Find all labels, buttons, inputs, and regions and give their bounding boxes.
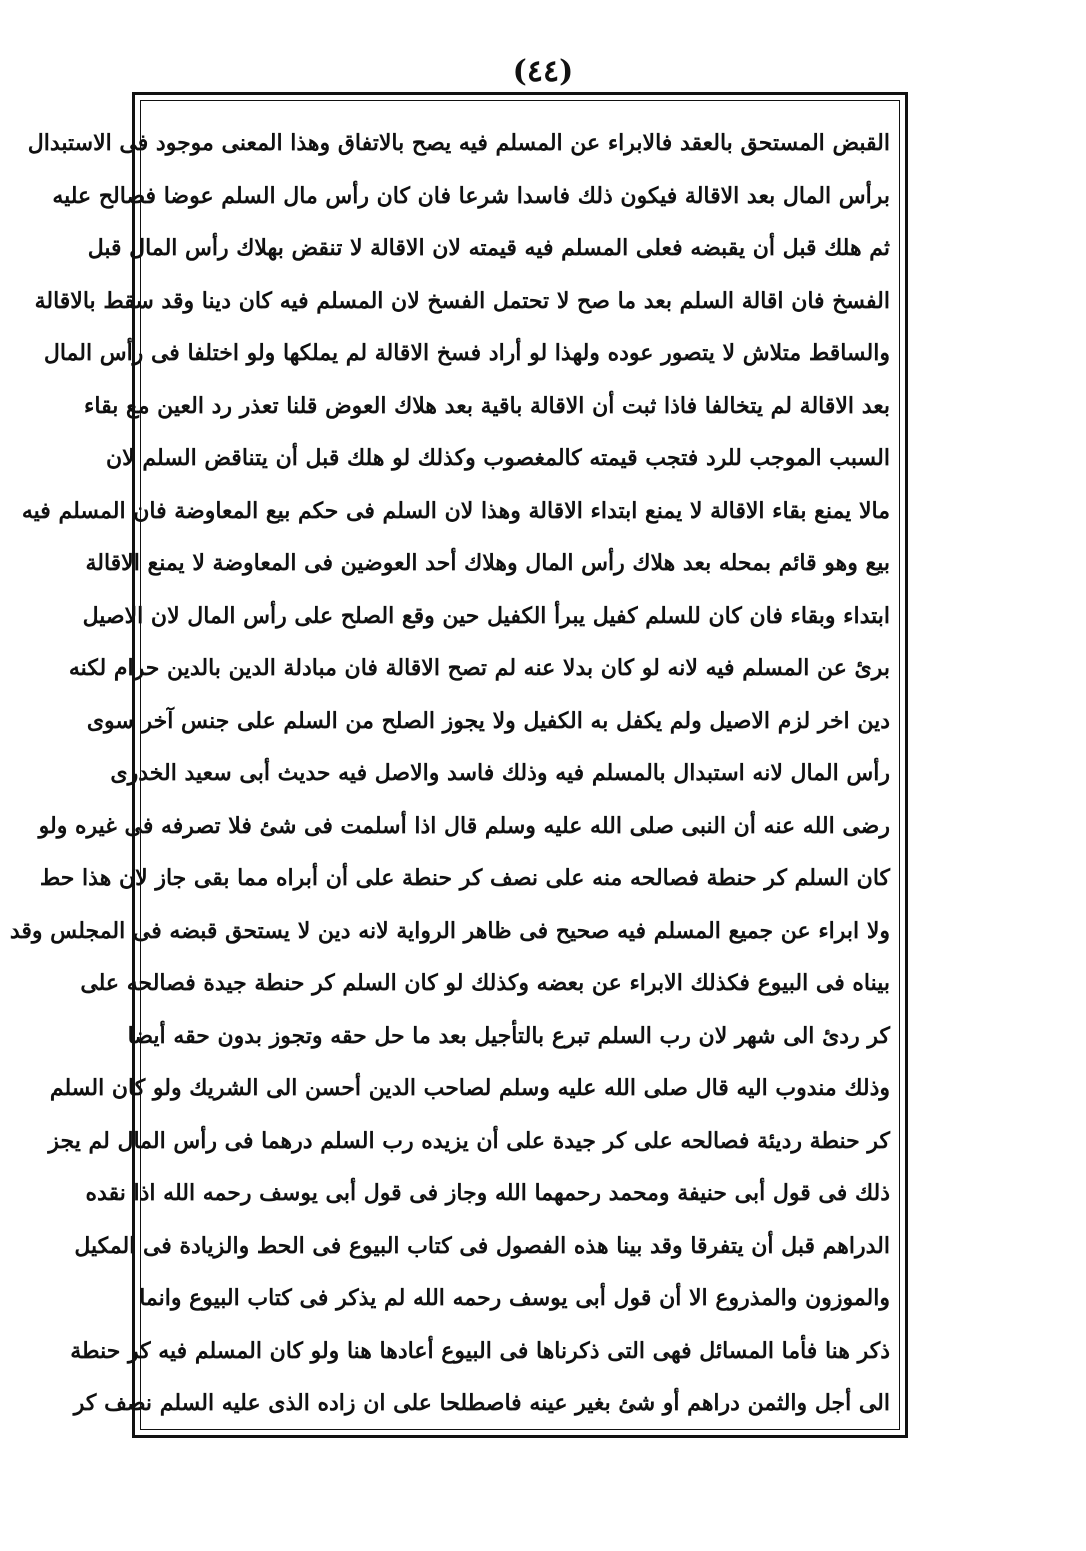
text-line: كر ردئ الى شهر لان رب السلم تبرع بالتأجيل بعد ما حل حقه وتجوز بدون حقه أيضا [127, 1022, 890, 1049]
text-line: كان السلم كر حنطة فصالحه منه على نصف كر حنطة على أن أبراه مما بقى جاز لان هذا حط [39, 865, 890, 891]
text-line: برئ عن المسلم فيه لانه لو كان بدلا عنه لم تصح الاقالة فان مبادلة الدين بالدين حرام لكنه [68, 655, 890, 681]
text-line: ذكر هنا فأما المسائل فهى التى ذكرناها فى البيوع أعادها هنا ولو كان المسلم فيه كر حنطة [70, 1337, 890, 1364]
text-line: مالا يمنع بقاء الاقالة لا يمنع ابتداء الاقالة وهذا لان السلم فى حكم بيع المعاوضة فان المسلم فيه [21, 497, 890, 524]
text-line: ابتداء وبقاء فان كان للسلم كفيل يبرأ الكفيل حين وقع الصلح على رأس المال لان الاصيل [82, 602, 890, 629]
text-line: دين اخر لزم الاصيل ولم يكفل به الكفيل ولا يجوز الصلح من السلم على جنس آخر سوى [86, 707, 890, 734]
text-line: بعد الاقالة لم يتخالفا فاذا ثبت أن الاقالة باقية بعد هلاك العوض قلنا تعذر رد العين مع بقاء [84, 392, 890, 419]
text-line: رأس المال لانه استبدال بالمسلم فيه وذلك فاسد والاصل فيه حديث أبى سعيد الخدرى [110, 760, 890, 786]
text-line: وذلك مندوب اليه قال صلى الله عليه وسلم لصاحب الدين أحسن الى الشريك ولو كان السلم [49, 1075, 890, 1101]
text-line: كر حنطة رديئة فصالحه على كر جيدة على أن يزيده رب السلم درهما فى رأس المال لم يجز [48, 1127, 890, 1154]
text-line: الدراهم قبل أن يتفرقا وقد بينا هذه الفصول فى كتاب البيوع فى الحط والزيادة فى المكيل [74, 1232, 890, 1259]
text-line: ثم هلك قبل أن يقبضه فعلى المسلم فيه قيمته لان الاقالة لا تنقض بهلاك رأس المال قبل [87, 235, 890, 261]
text-body [9, 117, 890, 1430]
text-line: والساقط متلاش لا يتصور عوده ولهذا لو أراد فسخ الاقالة لم يملكها ولو اختلفا فى رأس المال [43, 340, 890, 366]
text-line: الفسخ فان اقالة السلم بعد ما صح لا تحتمل الفسخ لان المسلم فيه كان دينا وقد سقط بالاقالة [34, 287, 890, 314]
text-line: ولا ابراء عن جميع المسلم فيه صحيح فى ظاهر الرواية لانه دين لا يستحق قبضه فى المجلس وقد [9, 917, 890, 944]
text-line: بيع وهو قائم بمحله بعد هلاك رأس المال وهلاك أحد العوضين فى المعاوضة لا يمنع الاقالة [85, 550, 890, 576]
page-number: (٤٤) [512, 54, 574, 89]
text-line: والموزون والمذروع الا أن قول أبى يوسف رحمه الله لم يذكر فى كتاب البيوع وانما [139, 1285, 890, 1311]
text-line: بيناه فى البيوع فكذلك الابراء عن بعضه وكذلك لو كان السلم كر حنطة جيدة فصالحه على [80, 970, 890, 996]
text-line: ذلك فى قول أبى حنيفة ومحمد رحمهما الله وجاز فى قول أبى يوسف رحمه الله اذا نقده [85, 1180, 890, 1206]
text-line: برأس المال بعد الاقالة فيكون ذلك فاسدا شرعا فان كان رأس مال السلم عوضا فصالح عليه [52, 182, 890, 209]
text-line: الى أجل والثمن دراهم أو شئ بغير عينه فاصطلحا على ان زاده الذى عليه السلم نصف كر [73, 1390, 890, 1416]
text-line: رضى الله عنه أن النبى صلى الله عليه وسلم قال اذا أسلمت فى شئ فلا تصرفه فى غيره ولو [38, 812, 890, 839]
text-line: القبض المستحق بالعقد فالابراء عن المسلم فيه يصح بالاتفاق وهذا المعنى موجود فى الاستبدال [27, 130, 890, 156]
text-line: السبب الموجب للرد فتجب قيمته كالمغصوب وكذلك لو هلك قبل أن يتناقض السلم لان [105, 445, 890, 471]
